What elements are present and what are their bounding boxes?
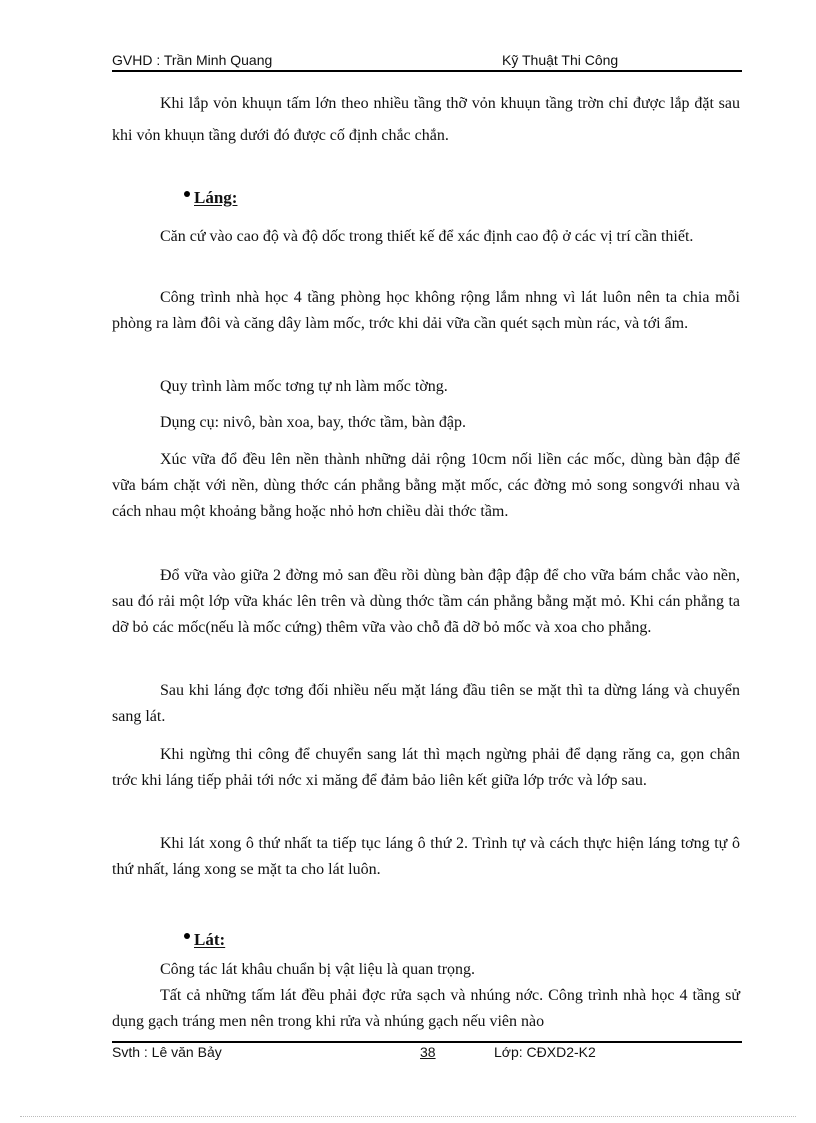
page-header xyxy=(112,50,742,70)
paragraph-lang-4: Dụng cụ: nivô, bàn xoa, bay, thớc tầm, bàn đập. xyxy=(160,414,467,431)
page-edge-divider xyxy=(20,1116,796,1117)
header-instructor: GVHD : Trần Minh Quang xyxy=(112,52,273,68)
header-subject: Kỹ Thuật Thi Công xyxy=(502,52,619,68)
footer-student: Svth : Lê văn Bảy xyxy=(112,1044,222,1060)
paragraph-lang-3: Quy trình làm mốc tơng tự nh làm mốc tờng. xyxy=(160,378,448,395)
section-heading-lat-label: Lát: xyxy=(194,930,226,949)
paragraph-lang-6: Đổ vữa vào giữa 2 đờng mỏ san đều rồi dùng bàn đập đập để cho vữa bám chắc vào nền, sau đó rải một lớp vữa khác lên trên và dùng thớc tầm cán phẳng bằng mặt mỏ. Khi cán phẳng ta dỡ bỏ các mốc(nếu là mốc cứng) thêm vữa vào chỗ đã dỡ bỏ mốc và xoa cho phẳng. xyxy=(112,567,740,636)
paragraph-lat-1: Công tác lát khâu chuẩn bị vật liệu là quan trọng. xyxy=(160,961,476,978)
header-rule xyxy=(112,70,742,72)
paragraph-lang-2: Công trình nhà học 4 tầng phòng học không rộng lắm nhng vì lát luôn nên ta chia mỗi phòng ra làm đôi và căng dây làm mốc, trớc khi dải vữa cần quét sạch mùn rác, và tới ẩm. xyxy=(112,289,740,332)
paragraph-lang-7: Sau khi láng đợc tơng đối nhiều nếu mặt láng đầu tiên se mặt thì ta dừng láng và chuyển sang lát. xyxy=(112,682,740,725)
paragraph-formwork: Khi lắp vỏn khuụn tấm lớn theo nhiều tầng thỡ vỏn khuụn tầng trờn chỉ được lắp đặt sau khi vỏn khuụn tầng dưới đó được cố định chắc chắn. xyxy=(112,95,740,144)
section-heading-lang xyxy=(184,188,237,208)
paragraph-lang-1: Căn cứ vào cao độ và độ dốc trong thiết kế để xác định cao độ ở các vị trí cần thiết. xyxy=(160,228,694,245)
paragraph-lang-9: Khi lát xong ô thứ nhất ta tiếp tục láng ô thứ 2. Trình tự và cách thực hiện láng tơng tự ô thứ nhất, láng xong se mặt ta cho lát luôn. xyxy=(112,835,740,878)
page-number: 38 xyxy=(420,1044,436,1060)
section-heading-lat xyxy=(184,930,225,950)
bullet-icon xyxy=(184,933,190,939)
paragraph-lat-2: Tất cả những tấm lát đều phải đợc rửa sạch và nhúng nớc. Công trình nhà học 4 tầng sử dụng gạch tráng men nên trong khi rửa và nhúng gạch nếu viên nào xyxy=(112,987,740,1030)
paragraph-lang-8: Khi ngừng thi công để chuyển sang lát thì mạch ngừng phải để dạng răng ca, gọn chân trớc khi láng tiếp phải tới nớc xi măng để đảm bảo liên kết giữa lớp trớc và lớp sau. xyxy=(112,746,740,789)
paragraph-lang-5: Xúc vữa đổ đều lên nền thành những dải rộng 10cm nối liền các mốc, dùng bàn đập để vữa bám chặt với nền, dùng thớc cán phẳng bằng mặt mốc, các đờng mỏ song songvới nhau và cách nhau một khoảng bằng hoặc nhỏ hơn chiều dài thớc tầm. xyxy=(112,451,740,520)
bullet-icon xyxy=(184,191,190,197)
page-footer xyxy=(112,1044,742,1064)
footer-rule xyxy=(112,1041,742,1043)
footer-class: Lớp: CĐXD2-K2 xyxy=(494,1044,596,1060)
section-heading-lang-label: Láng: xyxy=(194,188,238,207)
